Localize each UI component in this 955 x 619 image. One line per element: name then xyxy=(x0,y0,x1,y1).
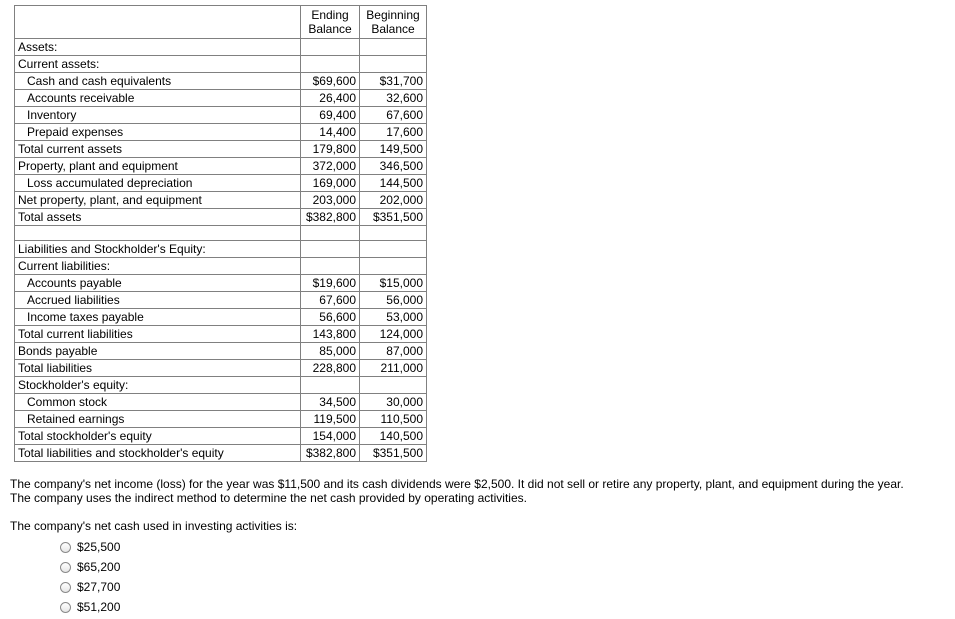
table-row xyxy=(15,292,427,309)
answer-option-label[interactable]: $25,500 xyxy=(77,540,121,554)
table-row xyxy=(15,192,427,209)
row-label: Total liabilities and stockholder's equity xyxy=(15,445,301,462)
row-beginning: 30,000 xyxy=(360,394,427,411)
table-row xyxy=(15,141,427,158)
row-label: Common stock xyxy=(15,394,301,411)
row-label: Total assets xyxy=(15,209,301,226)
row-ending: 85,000 xyxy=(301,343,360,360)
header-beginning-balance xyxy=(360,6,427,39)
row-label: Accounts receivable xyxy=(15,90,301,107)
row-beginning: 124,000 xyxy=(360,326,427,343)
row-label: Current assets: xyxy=(15,56,301,73)
row-beginning: 346,500 xyxy=(360,158,427,175)
row-beginning xyxy=(360,56,427,73)
row-label: Retained earnings xyxy=(15,411,301,428)
row-ending xyxy=(301,39,360,56)
row-ending xyxy=(301,56,360,73)
table-row xyxy=(15,258,427,275)
row-ending: 56,600 xyxy=(301,309,360,326)
row-ending: 203,000 xyxy=(301,192,360,209)
row-beginning: 32,600 xyxy=(360,90,427,107)
table-row xyxy=(15,445,427,462)
question-text xyxy=(10,477,940,505)
answer-option-3[interactable] xyxy=(60,577,120,597)
table-row xyxy=(15,394,427,411)
row-ending: 228,800 xyxy=(301,360,360,377)
row-ending: 26,400 xyxy=(301,90,360,107)
row-ending xyxy=(301,241,360,258)
question-line-1: The company's net income (loss) for the year was $11,500 and its cash dividends were $2,500. It did not sell or retire any property, plant, and equipment during the year. xyxy=(10,477,904,491)
row-beginning: 149,500 xyxy=(360,141,427,158)
table-row xyxy=(15,56,427,73)
row-label: Inventory xyxy=(15,107,301,124)
row-beginning: 56,000 xyxy=(360,292,427,309)
row-beginning xyxy=(360,39,427,56)
row-ending xyxy=(301,377,360,394)
row-beginning xyxy=(360,377,427,394)
row-beginning xyxy=(360,258,427,275)
row-label: Total current liabilities xyxy=(15,326,301,343)
question-prompt: The company's net cash used in investing activities is: xyxy=(10,519,298,533)
row-label: Stockholder's equity: xyxy=(15,377,301,394)
row-ending: $69,600 xyxy=(301,73,360,90)
answer-options xyxy=(60,537,120,617)
radio-button[interactable] xyxy=(60,602,71,613)
header-beginning-line2: Balance xyxy=(371,22,415,36)
header-ending-balance xyxy=(301,6,360,39)
header-ending-line2: Balance xyxy=(308,22,352,36)
row-label: Cash and cash equivalents xyxy=(15,73,301,90)
balance-sheet-table xyxy=(14,5,427,462)
row-ending: 143,800 xyxy=(301,326,360,343)
row-beginning: 211,000 xyxy=(360,360,427,377)
table-row xyxy=(15,360,427,377)
table-row xyxy=(15,428,427,445)
table-row xyxy=(15,73,427,90)
answer-option-label[interactable]: $51,200 xyxy=(77,600,121,614)
row-ending: 14,400 xyxy=(301,124,360,141)
row-ending: 69,400 xyxy=(301,107,360,124)
row-beginning xyxy=(360,226,427,241)
row-label: Loss accumulated depreciation xyxy=(15,175,301,192)
row-ending: 67,600 xyxy=(301,292,360,309)
answer-option-label[interactable]: $27,700 xyxy=(77,580,121,594)
row-ending: $382,800 xyxy=(301,209,360,226)
table-row-blank xyxy=(15,226,427,241)
table-row xyxy=(15,175,427,192)
table-row xyxy=(15,309,427,326)
row-ending: 169,000 xyxy=(301,175,360,192)
row-label: Total liabilities xyxy=(15,360,301,377)
row-ending: 119,500 xyxy=(301,411,360,428)
row-beginning: $351,500 xyxy=(360,209,427,226)
row-beginning: 110,500 xyxy=(360,411,427,428)
radio-button[interactable] xyxy=(60,582,71,593)
answer-option-1[interactable] xyxy=(60,537,120,557)
table-row xyxy=(15,343,427,360)
row-ending xyxy=(301,258,360,275)
row-ending: 34,500 xyxy=(301,394,360,411)
table-row xyxy=(15,124,427,141)
table-row xyxy=(15,275,427,292)
header-ending-line1: Ending xyxy=(311,8,349,22)
row-ending: $382,800 xyxy=(301,445,360,462)
row-label: Prepaid expenses xyxy=(15,124,301,141)
row-label: Total current assets xyxy=(15,141,301,158)
question-line-2: The company uses the indirect method to determine the net cash provided by operating activities. xyxy=(10,491,527,505)
row-ending: 154,000 xyxy=(301,428,360,445)
row-beginning: 202,000 xyxy=(360,192,427,209)
table-header-row xyxy=(15,6,427,39)
row-beginning: 140,500 xyxy=(360,428,427,445)
row-ending: $19,600 xyxy=(301,275,360,292)
row-ending: 372,000 xyxy=(301,158,360,175)
row-label: Assets: xyxy=(15,39,301,56)
row-label: Total stockholder's equity xyxy=(15,428,301,445)
answer-option-4[interactable] xyxy=(60,597,120,617)
answer-option-label[interactable]: $65,200 xyxy=(77,560,121,574)
row-label: Accounts payable xyxy=(15,275,301,292)
table-row xyxy=(15,158,427,175)
table-row xyxy=(15,90,427,107)
table-row xyxy=(15,377,427,394)
header-blank-cell xyxy=(15,6,301,39)
row-ending: 179,800 xyxy=(301,141,360,158)
row-beginning: 53,000 xyxy=(360,309,427,326)
row-label: Bonds payable xyxy=(15,343,301,360)
table-row xyxy=(15,107,427,124)
table-row xyxy=(15,411,427,428)
row-beginning: $31,700 xyxy=(360,73,427,90)
table-row xyxy=(15,241,427,258)
row-beginning: 87,000 xyxy=(360,343,427,360)
table-row xyxy=(15,39,427,56)
row-label: Current liabilities: xyxy=(15,258,301,275)
radio-button[interactable] xyxy=(60,542,71,553)
row-beginning xyxy=(360,241,427,258)
radio-button[interactable] xyxy=(60,562,71,573)
row-beginning: $15,000 xyxy=(360,275,427,292)
row-label: Income taxes payable xyxy=(15,309,301,326)
row-label: Liabilities and Stockholder's Equity: xyxy=(15,241,301,258)
answer-option-2[interactable] xyxy=(60,557,120,577)
row-label: Accrued liabilities xyxy=(15,292,301,309)
table-row xyxy=(15,326,427,343)
header-beginning-line1: Beginning xyxy=(366,8,420,22)
row-label xyxy=(15,226,301,241)
row-label: Net property, plant, and equipment xyxy=(15,192,301,209)
row-label: Property, plant and equipment xyxy=(15,158,301,175)
table-row xyxy=(15,209,427,226)
row-beginning: 17,600 xyxy=(360,124,427,141)
row-beginning: $351,500 xyxy=(360,445,427,462)
row-beginning: 144,500 xyxy=(360,175,427,192)
row-beginning: 67,600 xyxy=(360,107,427,124)
row-ending xyxy=(301,226,360,241)
